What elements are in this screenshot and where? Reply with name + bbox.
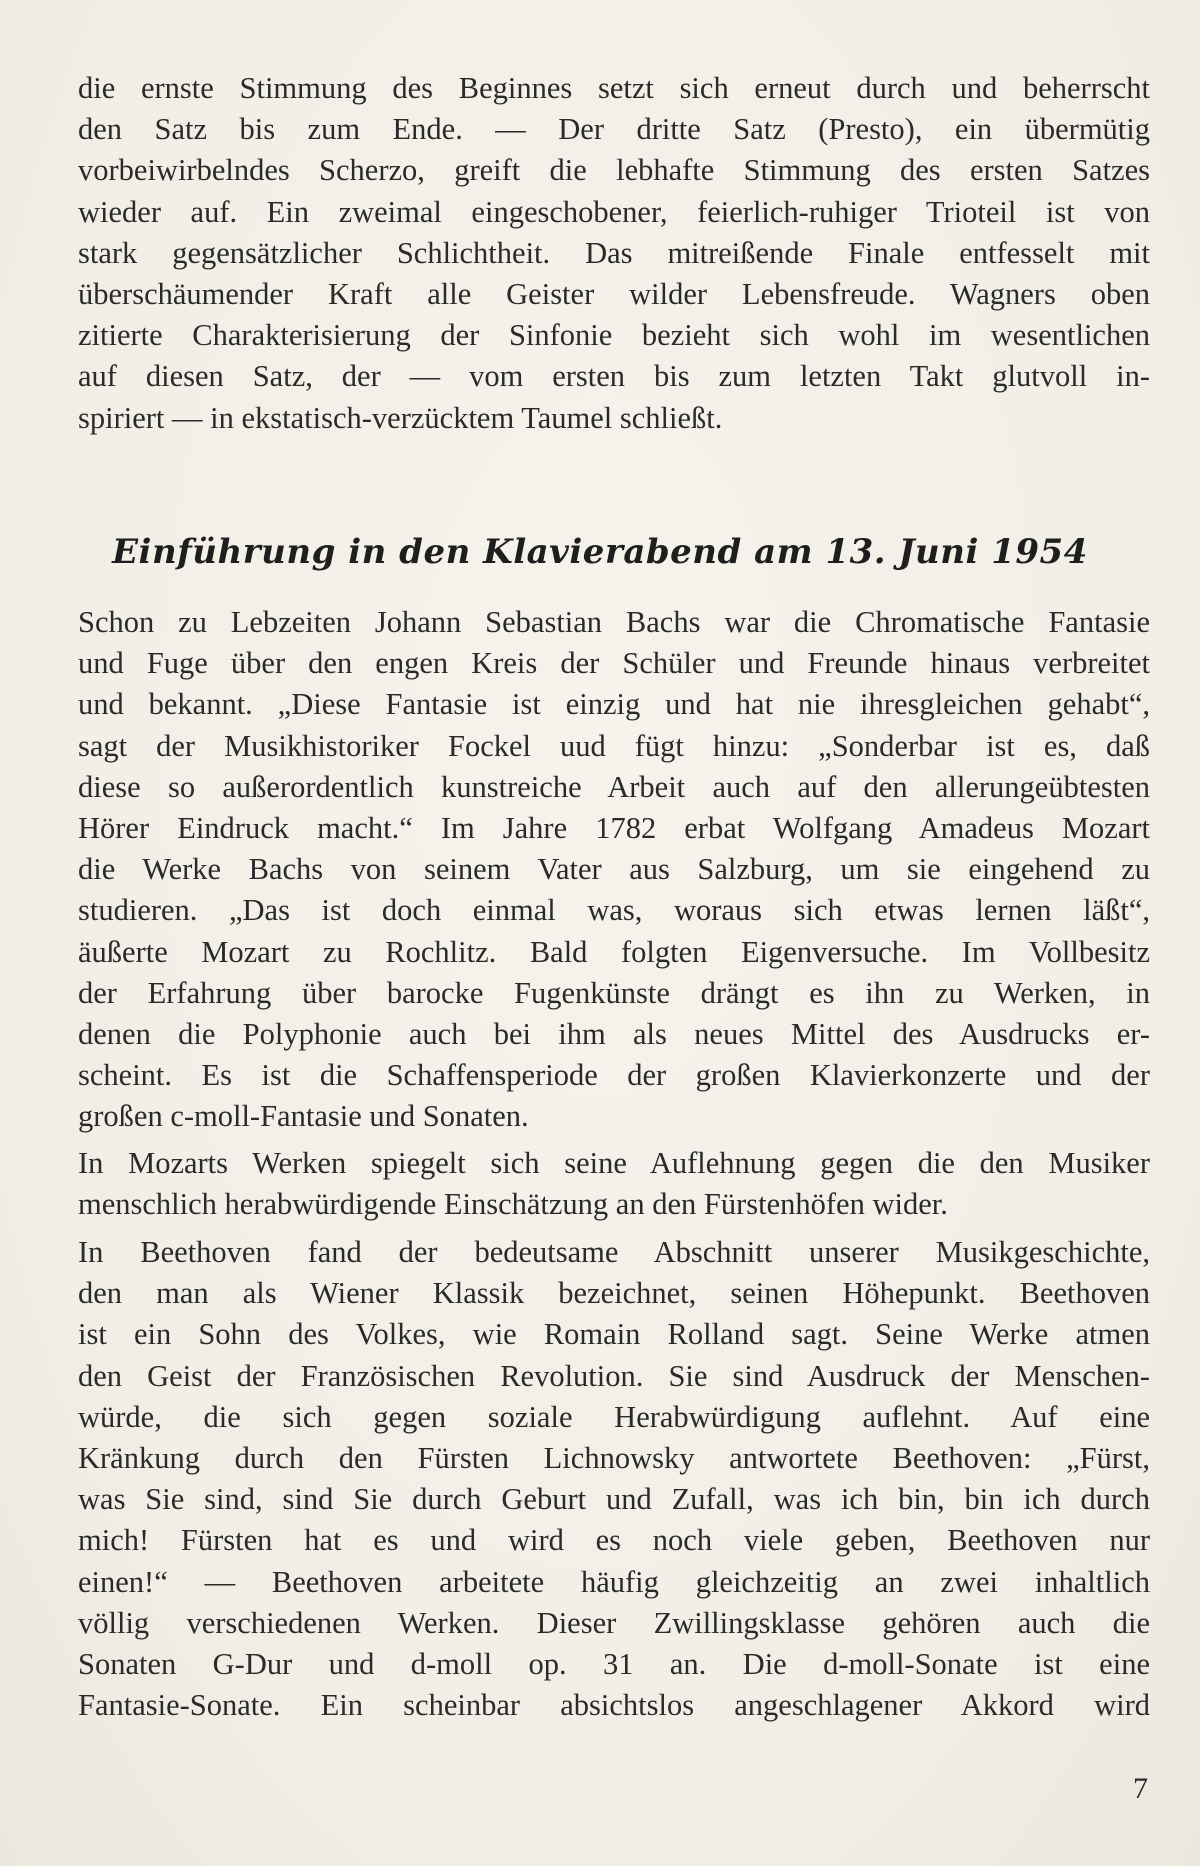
text-line: den Geist der Französischen Revolution. Sie sind Ausdruck der Menschen- [78,1358,1150,1393]
text-line: die Werke Bachs von seinem Vater aus Salzburg, um sie eingehend zu [78,852,1150,887]
text-line: äußerte Mozart zu Rochlitz. Bald folgten Eigenversuche. Im Vollbesitz [78,934,1150,969]
text-line: spiriert — in ekstatisch-verzücktem Taumel schließt. [78,400,723,435]
text-line: würde, die sich gegen soziale Herabwürdigung auflehnt. Auf eine [78,1399,1150,1434]
text-line: und bekannt. „Diese Fantasie ist einzig und hat nie ihresgleichen gehabt“, [78,687,1150,722]
text-line: und Fuge über den engen Kreis der Schüler und Freunde hinaus verbreitet [78,646,1150,681]
section-heading: Einführung in den Klavierabend am 13. Juni 1954 [112,532,1088,572]
paragraph-mozart-rebellion [78,1143,1150,1225]
text-line: die ernste Stimmung des Beginnes setzt sich erneut durch und beherrscht [78,71,1150,105]
text-line: überschäumender Kraft alle Geister wilder Lebensfreude. Wagners oben [78,277,1150,312]
text-line: ist ein Sohn des Volkes, wie Romain Rolland sagt. Seine Werke atmen [78,1317,1150,1352]
text-line: völlig verschiedenen Werken. Dieser Zwillingsklasse gehören auch die [78,1605,1150,1640]
text-line: auf diesen Satz, der — vom ersten bis zum letzten Takt glutvoll in- [78,359,1150,394]
text-line: Hörer Eindruck macht.“ Im Jahre 1782 erbat Wolfgang Amadeus Mozart [78,811,1150,846]
paragraph-beethoven [78,1232,1150,1726]
text-line: menschlich herabwürdigende Einschätzung an den Fürstenhöfen wider. [78,1187,948,1222]
text-line: einen!“ — Beethoven arbeitete häufig gleichzeitig an zwei inhaltlich [78,1564,1150,1599]
paragraph-body [78,602,1150,1138]
text-line: mich! Fürsten hat es und wird es noch viele geben, Beethoven nur [78,1523,1150,1558]
text-line: diese so außerordentlich kunstreiche Arbeit auch auf den allerungeübtesten [78,769,1150,804]
text-line: Fantasie-Sonate. Ein scheinbar absichtslos angeschlagener Akkord wird [78,1688,1150,1723]
text-line: Kränkung durch den Fürsten Lichnowsky antwortete Beethoven: „Fürst, [78,1441,1150,1476]
paragraph-symphony-finale [78,68,1150,439]
text-line: großen c-moll-Fantasie und Sonaten. [78,1099,529,1134]
text-line: vorbeiwirbelndes Scherzo, greift die lebhafte Stimmung des ersten Satzes [78,153,1150,188]
text-line: der Erfahrung über barocke Fugenkünste drängt es ihn zu Werken, in [78,975,1150,1010]
page-number: 7 [1133,1772,1148,1805]
text-line: In Beethoven fand der bedeutsame Abschnitt unserer Musikgeschichte, [78,1235,1150,1269]
paragraph-body [78,68,1150,439]
text-line: Sonaten G-Dur und d-moll op. 31 an. Die d-moll-Sonate ist eine [78,1647,1150,1682]
text-line: sagt der Musikhistoriker Fockel uud fügt hinzu: „Sonderbar ist es, daß [78,728,1150,763]
text-line: scheint. Es ist die Schaffensperiode der großen Klavierkonzerte und der [78,1058,1150,1093]
text-line: Schon zu Lebzeiten Johann Sebastian Bachs war die Chromatische Fantasie [78,605,1150,639]
paragraph-body [78,1232,1150,1726]
text-line: wieder auf. Ein zweimal eingeschobener, feierlich-ruhiger Trioteil ist von [78,194,1150,229]
text-line: was Sie sind, sind Sie durch Geburt und Zufall, was ich bin, bin ich durch [78,1482,1150,1517]
text-line: studieren. „Das ist doch einmal was, woraus sich etwas lernen läßt“, [78,893,1150,928]
text-line: zitierte Charakterisierung der Sinfonie bezieht sich wohl im wesentlichen [78,318,1150,353]
text-line: den Satz bis zum Ende. — Der dritte Satz (Presto), ein übermütig [78,112,1150,147]
paragraph-bach-mozart [78,602,1150,1138]
text-line: denen die Polyphonie auch bei ihm als neues Mittel des Ausdrucks er- [78,1017,1150,1052]
text-line: stark gegensätzlicher Schlichtheit. Das mitreißende Finale entfesselt mit [78,235,1150,270]
text-line: den man als Wiener Klassik bezeichnet, seinen Höhepunkt. Beethoven [78,1276,1150,1311]
text-line: In Mozarts Werken spiegelt sich seine Auflehnung gegen die den Musiker [78,1146,1150,1180]
paragraph-body [78,1143,1150,1225]
